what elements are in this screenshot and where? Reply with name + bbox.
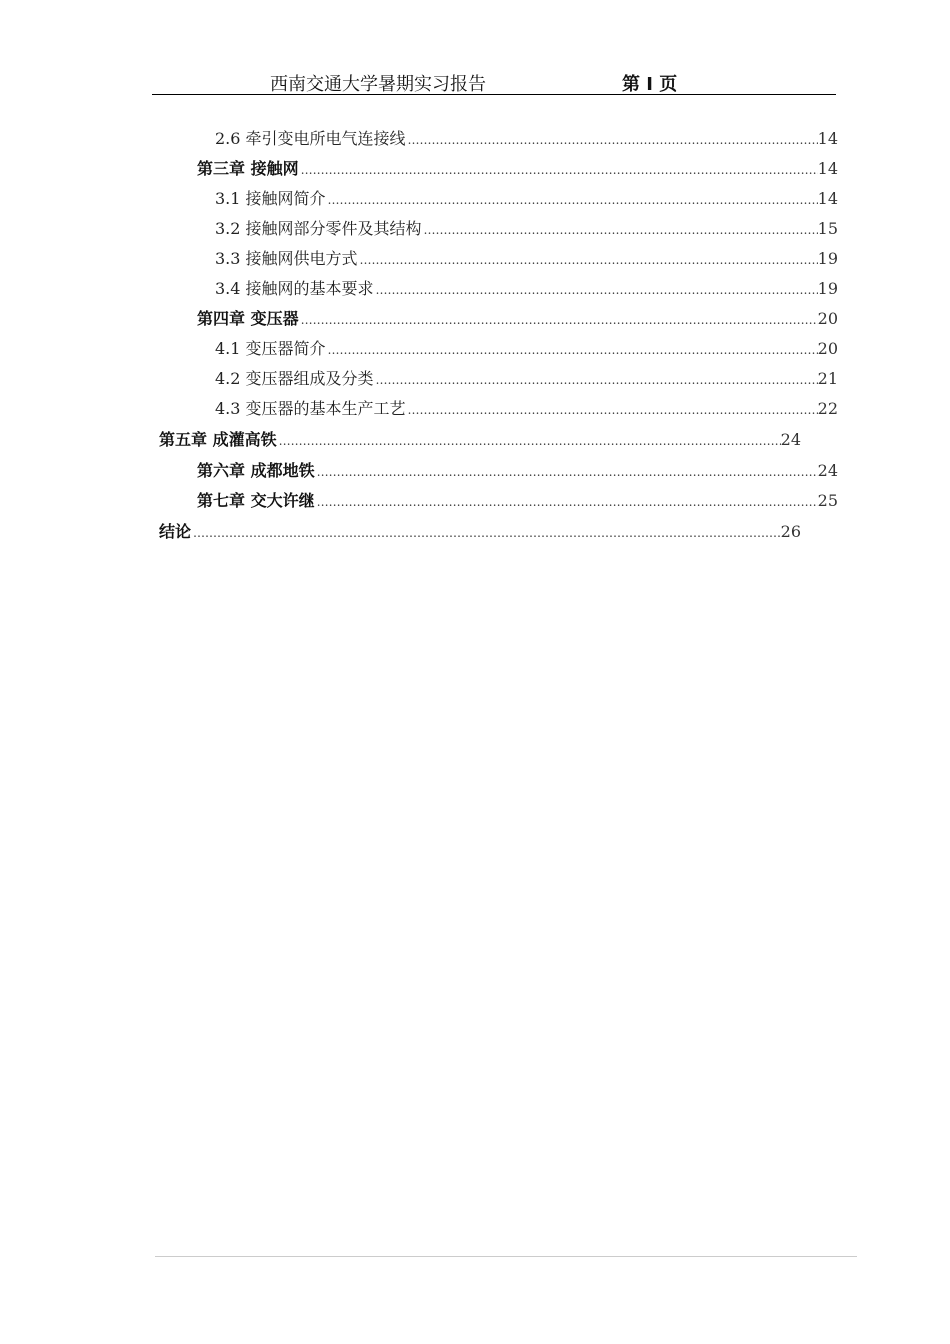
toc-entry-label: 3.3 接触网供电方式 <box>215 249 358 268</box>
toc-entry-label: 第五章 成灌高铁 <box>159 430 277 449</box>
toc-entry[interactable] <box>197 459 838 483</box>
toc-entry-label: 3.1 接触网简介 <box>215 189 326 208</box>
toc-entry-page: 14 <box>817 159 838 178</box>
toc-entry-page: 19 <box>817 279 838 298</box>
toc-entry-page: 14 <box>817 189 838 208</box>
toc-entry[interactable] <box>159 428 801 452</box>
toc-leader-dots <box>301 308 818 332</box>
toc-leader-dots <box>376 278 818 302</box>
toc-entry-label: 4.2 变压器组成及分类 <box>215 369 374 388</box>
toc-entry[interactable] <box>197 489 838 513</box>
toc-entry-label: 第三章 接触网 <box>197 159 299 178</box>
toc-leader-dots <box>301 158 818 182</box>
page-header <box>152 68 836 95</box>
toc-entry-page: 20 <box>817 339 838 358</box>
toc-entry-page: 24 <box>780 430 801 449</box>
toc-entry[interactable] <box>215 217 838 241</box>
toc-leader-dots <box>328 188 818 212</box>
toc-entry[interactable] <box>215 367 838 391</box>
toc-entry-page: 25 <box>817 491 838 510</box>
toc-entry[interactable] <box>197 157 838 181</box>
toc-leader-dots <box>376 368 818 392</box>
toc-entry-page: 14 <box>817 129 838 148</box>
toc-leader-dots <box>279 429 781 453</box>
toc-entry-page: 20 <box>817 309 838 328</box>
toc-entry[interactable] <box>215 247 838 271</box>
toc-entry[interactable] <box>215 277 838 301</box>
toc-entry-label: 结论 <box>159 522 192 541</box>
toc-entry-label: 第四章 变压器 <box>197 309 299 328</box>
toc-leader-dots <box>193 521 781 545</box>
report-title: 西南交通大学暑期实习报告 <box>270 74 486 95</box>
page-number: 第 I 页 <box>622 74 678 95</box>
toc-entry[interactable] <box>215 397 838 421</box>
toc-entry-label: 3.4 接触网的基本要求 <box>215 279 374 298</box>
toc-entry-page: 24 <box>817 461 838 480</box>
toc-leader-dots <box>328 338 818 362</box>
toc-entry-page: 26 <box>780 522 801 541</box>
toc-entry-label: 3.2 接触网部分零件及其结构 <box>215 219 422 238</box>
toc-entry[interactable] <box>215 187 838 211</box>
toc-leader-dots <box>360 248 818 272</box>
toc-entry-label: 第六章 成都地铁 <box>197 461 315 480</box>
toc-leader-dots <box>317 490 818 514</box>
toc-entry-label: 2.6 牵引变电所电气连接线 <box>215 129 406 148</box>
toc-entry[interactable] <box>215 127 838 151</box>
toc-leader-dots <box>424 218 818 242</box>
toc-leader-dots <box>408 398 818 422</box>
toc-leader-dots <box>317 460 818 484</box>
toc-entry-page: 19 <box>817 249 838 268</box>
toc-leader-dots <box>408 128 818 152</box>
toc-entry-page: 15 <box>817 219 838 238</box>
toc-entry[interactable] <box>197 307 838 331</box>
toc-entry-label: 4.3 变压器的基本生产工艺 <box>215 399 406 418</box>
toc-entry-page: 21 <box>817 369 838 388</box>
toc-entry-page: 22 <box>817 399 838 418</box>
toc-entry-label: 4.1 变压器简介 <box>215 339 326 358</box>
footer-divider <box>155 1256 857 1257</box>
toc-entry[interactable] <box>159 520 801 544</box>
toc-entry[interactable] <box>215 337 838 361</box>
toc-entry-label: 第七章 交大许继 <box>197 491 315 510</box>
